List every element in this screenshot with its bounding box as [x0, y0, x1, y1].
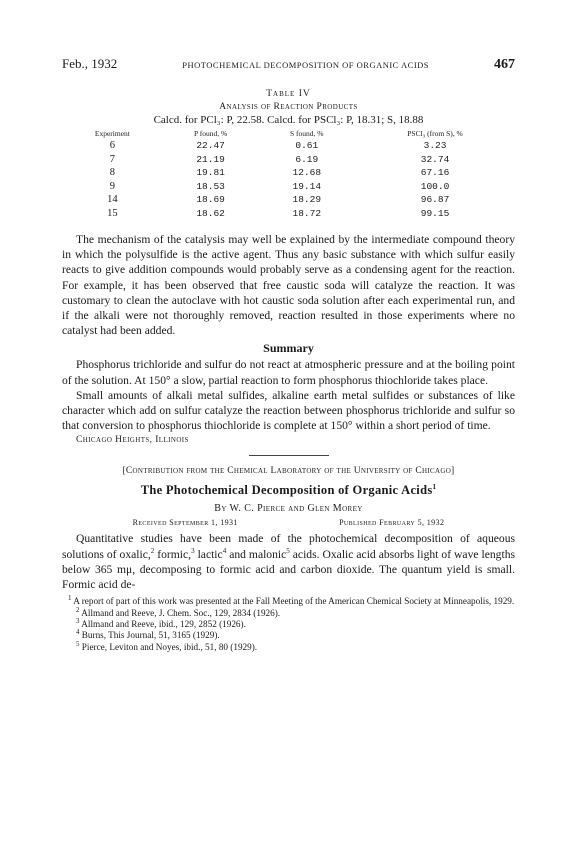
- article-title-text: The Photochemical Decomposition of Organic Acids: [140, 483, 433, 498]
- table-cell: 19.81: [196, 167, 225, 178]
- table-cell: 22.47: [196, 140, 225, 151]
- footnote-text: Burns, This Journal, 51, 3165 (1929).: [81, 630, 220, 641]
- summary-heading: Summary: [263, 341, 314, 356]
- table-cell: 67.16: [420, 167, 450, 178]
- table-row: [62, 153, 515, 167]
- footnote: [62, 639, 515, 653]
- table-cell: 18.53: [196, 180, 225, 192]
- author-byline: By W. C. Pierce and Glen Morey: [214, 503, 363, 515]
- table-cell: 14: [107, 194, 118, 205]
- table-row: [62, 166, 515, 180]
- footnotes: [62, 596, 515, 653]
- table-cell: 18.29: [292, 194, 322, 205]
- intro-text: Quantitative studies have been made of the photochemical decomposition of aqueous solutions of oxalic,: [62, 532, 515, 561]
- table-row: [62, 180, 515, 194]
- footnote-number: 4: [76, 628, 80, 637]
- summary-paragraph-2: Small amounts of alkali metal sulfides, alkaline earth metal sulfides or substances of like character which add on sulfur catalyze the reaction between phosphorus trichloride and sulfur so that conversion to phosphorus thiochloride is complete at 150° within a short period of time.: [62, 388, 515, 433]
- table-cell: 15: [107, 207, 118, 219]
- running-head: [62, 56, 515, 73]
- footnote: [62, 605, 515, 619]
- intro-text: and malonic: [226, 547, 287, 561]
- table-cell: 7: [109, 153, 115, 165]
- footnote-text: Allmand and Reeve, ibid., 129, 2852 (1926).: [81, 619, 246, 630]
- footnote-number: 3: [76, 617, 80, 625]
- footnote-ref: 4: [222, 546, 227, 555]
- mechanism-paragraph: The mechanism of the catalysis may well be explained by the intermediate compound theory in which the polysulfide is the active agent. Thus any basic substance with which sulfur easily reacts to give addition compounds would probably serve as a condensing agent for the reaction. For example, it has been observed that free caustic soda will catalyze the reaction. It was customary to clean the autoclave with hot caustic soda solution after each experimental run, and if the alkali were not thoroughly removed, reaction resulted in those experiments where no catalyst had been added.: [62, 233, 515, 338]
- table-subtitle: Analysis of Reaction Products: [219, 102, 358, 112]
- footnote: [62, 630, 515, 641]
- intro-paragraph: [62, 531, 515, 592]
- article-dates: [62, 518, 515, 527]
- table-calculated-values: Calcd. for PCl₃: P, 22.58. Calcd. for PSCl₃: P, 18.31; S, 18.88: [153, 114, 424, 126]
- footnote-text: A report of part of this work was presented at the Fall Meeting of the American Chemical Society at Minneapolis, 1929.: [73, 596, 515, 607]
- column-header: S found, %: [290, 129, 324, 138]
- contribution-line: [Contribution from the Chemical Laboratory of the University of Chicago]: [122, 466, 455, 477]
- table-header-row: [62, 128, 515, 139]
- table-row: [62, 139, 515, 153]
- table-cell: 6.19: [295, 153, 319, 165]
- intro-text: formic,: [154, 547, 192, 561]
- article-title: [62, 482, 515, 498]
- table-cell: 12.68: [292, 167, 322, 178]
- header-title: PHOTOCHEMICAL DECOMPOSITION OF ORGANIC ACIDS: [182, 60, 430, 70]
- journal-page: [62, 56, 515, 653]
- footnote-number: 1: [68, 594, 72, 603]
- footnote-ref: 3: [191, 546, 195, 555]
- table-row: [62, 193, 515, 207]
- table-cell: 3.23: [423, 140, 447, 151]
- column-header: PSCl₃ (from S), %: [407, 129, 463, 138]
- table-cell: 6: [109, 140, 115, 151]
- intro-text: acids. Oxalic acid absorbs light of wave lengths below 365 mμ, decomposing to formic acid and carbon dioxide. The quantum yield is small. Formic acid de-: [62, 547, 516, 592]
- header-date: Feb., 1932: [62, 56, 118, 71]
- table-cell: 8: [109, 167, 115, 178]
- published-date: Published February 5, 1932: [339, 518, 445, 528]
- author-location: Chicago Heights, Illinois: [76, 435, 189, 446]
- page-number: 467: [494, 57, 515, 72]
- footnote: [62, 619, 515, 630]
- table-cell: 18.72: [292, 207, 322, 219]
- table-cell: 96.87: [420, 194, 450, 205]
- table-cell: 32.74: [420, 153, 450, 165]
- intro-text: lactic: [194, 547, 223, 561]
- footnote-text: Allmand and Reeve, J. Chem. Soc., 129, 2834 (1926).: [81, 607, 281, 618]
- table-title: Table IV: [266, 89, 311, 99]
- footnote-ref: 2: [150, 546, 155, 555]
- table-cell: 21.19: [196, 153, 225, 165]
- footnote: [62, 596, 515, 607]
- column-header: P found, %: [193, 129, 228, 138]
- footnote-text: Pierce, Leviton and Noyes, ibid., 51, 80 (1929).: [81, 641, 258, 652]
- summary-paragraph-1: Phosphorus trichloride and sulfur do not react at atmospheric pressure and at the boiling point of the solution. At 150° a slow, partial reaction to form phosphorus thiochloride takes place.: [62, 358, 515, 387]
- section-divider: [249, 455, 329, 456]
- analysis-table: [62, 128, 515, 220]
- table-cell: 9: [109, 180, 115, 192]
- table-cell: 0.61: [295, 140, 319, 151]
- table-cell: 18.69: [196, 194, 225, 205]
- footnote-number: 5: [76, 639, 80, 648]
- received-date: Received September 1, 1931: [132, 518, 238, 528]
- table-row: [62, 207, 515, 221]
- table-cell: 19.14: [292, 180, 322, 192]
- table-cell: 18.62: [196, 207, 225, 219]
- footnote-ref: 1: [432, 483, 437, 492]
- column-header: Experiment: [94, 129, 130, 138]
- footnote-ref: 5: [286, 546, 290, 555]
- footnote-number: 2: [76, 605, 80, 614]
- table-cell: 100.0: [420, 180, 450, 192]
- table-cell: 99.15: [420, 207, 450, 219]
